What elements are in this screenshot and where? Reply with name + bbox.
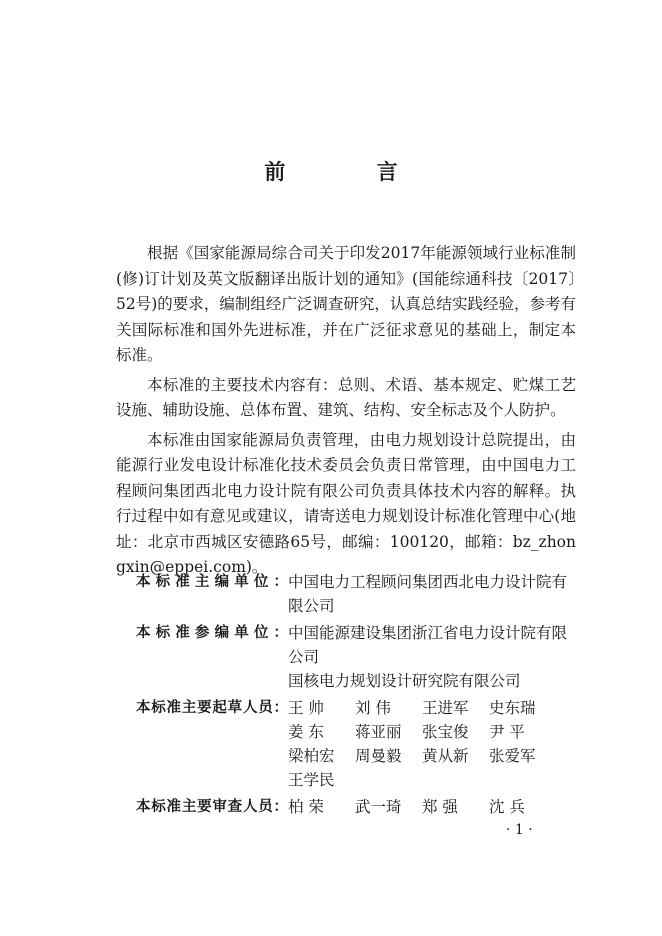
page-title: 前 言 bbox=[264, 160, 440, 184]
chief-unit-value: 中国电力工程顾问集团西北电力设计院有限公司 bbox=[288, 573, 568, 615]
participating-units-label: 本标准参编单位： bbox=[136, 625, 288, 641]
participating-units-list bbox=[288, 621, 576, 693]
drafter-name: 周曼毅 bbox=[355, 747, 402, 765]
drafters-list bbox=[288, 696, 576, 792]
reviewer-name: 郑 强 bbox=[422, 798, 458, 816]
drafter-name: 蒋亚丽 bbox=[355, 723, 402, 741]
paragraph-basis: 根据《国家能源局综合司关于印发2017年能源领域行业标准制(修)订计划及英文版翻译出版计划的通知》(国能综通科技〔2017〕52号)的要求，编制组经广泛调查研究，认真总结实践经验，参考有关国际标准和国外先进标准，并在广泛征求意见的基础上，制定本标准。 bbox=[116, 244, 576, 364]
drafter-name: 王进军 bbox=[422, 699, 469, 717]
drafter-name: 王学民 bbox=[288, 771, 335, 789]
reviewers-row bbox=[136, 795, 576, 819]
paragraph-management: 本标准由国家能源局负责管理，由电力规划设计总院提出，由能源行业发电设计标准化技术委员会负责日常管理，由中国电力工程顾问集团西北电力设计院有限公司负责具体技术内容的解释。执行过程中如有意见或建议，请寄送电力规划设计标准化管理中心(地址：北京市西城区安德路65号，邮编：100120，邮箱：bz_zhongxin@eppei.com)。 bbox=[116, 430, 576, 576]
preface-body bbox=[116, 241, 576, 585]
reviewer-name: 武一琦 bbox=[355, 798, 402, 816]
drafters-label: 本标准主要起草人员： bbox=[136, 700, 288, 716]
drafter-name: 黄从新 bbox=[422, 747, 469, 765]
drafter-name: 尹 平 bbox=[489, 723, 525, 741]
drafter-name: 史东瑞 bbox=[489, 699, 536, 717]
reviewers-list bbox=[288, 795, 576, 819]
participating-unit: 中国能源建设集团浙江省电力设计院有限公司 bbox=[288, 624, 568, 666]
drafter-name: 梁柏宏 bbox=[288, 747, 335, 765]
participating-units-row bbox=[136, 621, 576, 693]
credits-section bbox=[136, 570, 576, 822]
drafter-name: 姜 东 bbox=[288, 723, 324, 741]
paragraph-content: 本标准的主要技术内容有：总则、术语、基本规定、贮煤工艺设施、辅助设施、总体布置、建筑、结构、安全标志及个人防护。 bbox=[116, 375, 576, 419]
chief-unit-row bbox=[136, 570, 576, 618]
drafters-row bbox=[136, 696, 576, 792]
reviewer-name: 柏 荣 bbox=[288, 798, 324, 816]
drafter-name: 张宝俊 bbox=[422, 723, 469, 741]
page-number: · 1 · bbox=[506, 822, 533, 838]
reviewers-label: 本标准主要审查人员： bbox=[136, 799, 288, 815]
drafter-name: 张爱军 bbox=[489, 747, 536, 765]
drafter-name: 王 帅 bbox=[288, 699, 324, 717]
drafter-name: 刘 伟 bbox=[355, 699, 391, 717]
reviewer-name: 沈 兵 bbox=[489, 798, 525, 816]
chief-unit-label: 本标准主编单位： bbox=[136, 574, 288, 590]
participating-unit: 国核电力规划设计研究院有限公司 bbox=[288, 672, 521, 690]
